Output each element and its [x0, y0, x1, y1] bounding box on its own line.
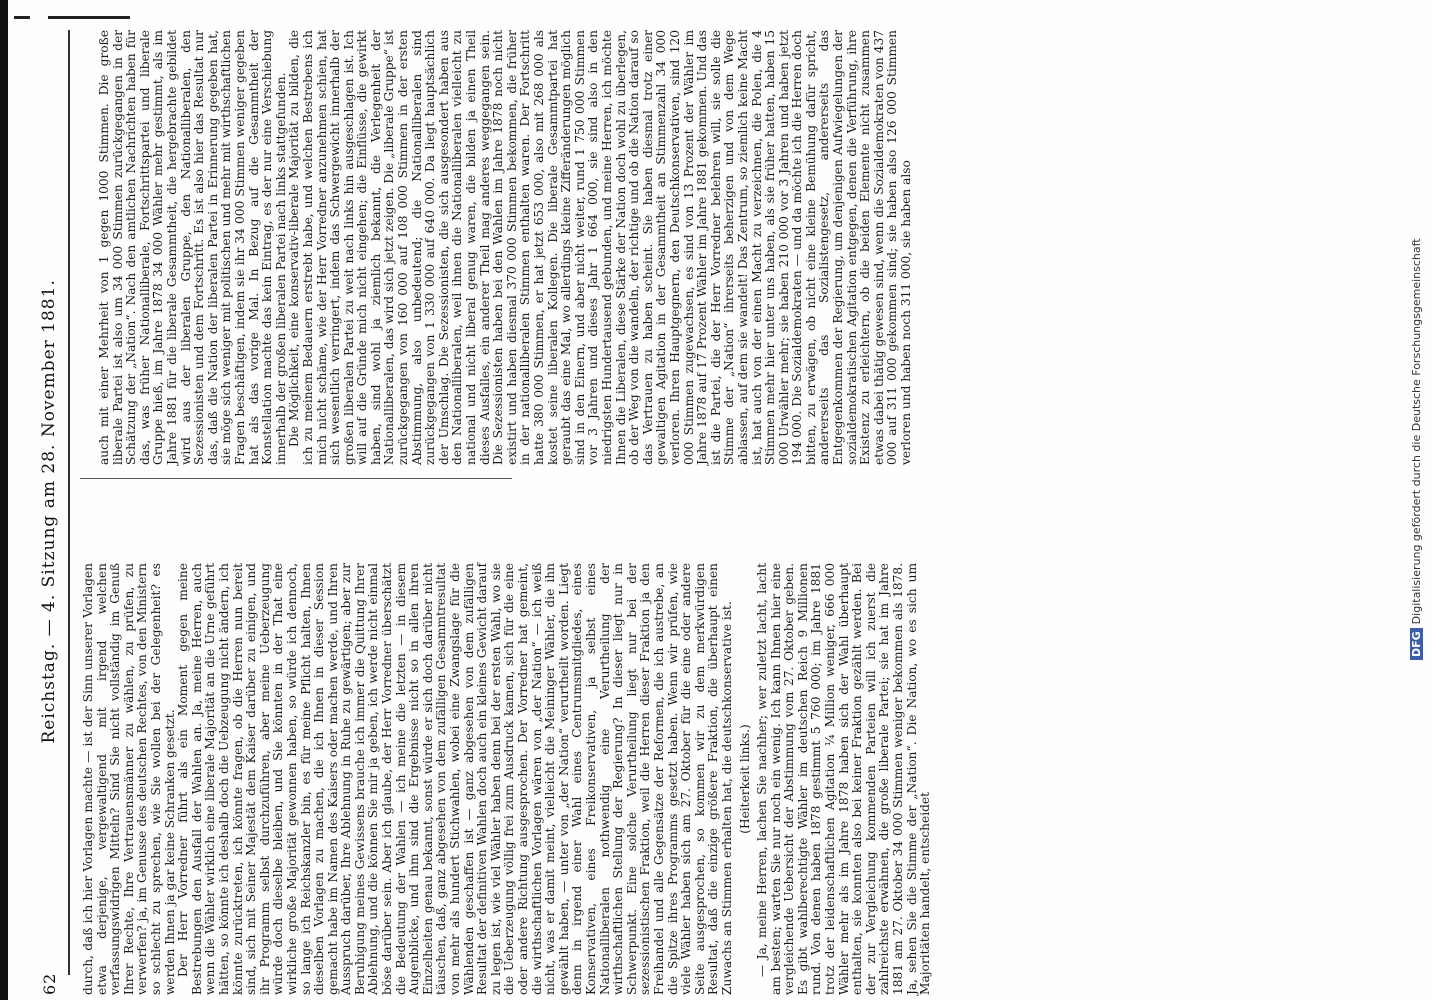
scan-border-left — [0, 0, 8, 1000]
page-number: 62 — [39, 972, 59, 995]
column-divider — [80, 478, 512, 479]
scan-dash-top-1 — [14, 16, 30, 19]
interjection: (Heiterkeit links.) — [737, 724, 752, 834]
paragraph: Der Herr Vorredner führt als ein Moment gegen meine Bestrebungen den Ausfall der Wahlen an. Ja, meine Herren, auch wenn die Wähler wirklich eine liberale Majorität an die Urne geführt hätten, so könnte ich deshalb doch die Uebzeugung nicht ändern, ich könnte zurücktreten, ich könnte fragen, ob die Herren nun bereit sind, sich mit Seiner Majestät dem Kaiser darüber zu einigen, und ihr Programm selbst durchzuführen, aber meine Ueberzeugung würde doch dieselbe bleiben, und Sie könnten in der That eine wirkliche große Majorität gewonnen haben, so würde ich dennoch, so lange ich Reichskanzler bin, es für meine Pflicht halten, Ihnen dieselben Vorlagen zu machen, die ich Ihnen in dieser Session gemacht habe im Namen des Kaisers oder machen werde, und Ihren Ausspruch darüber, Ihre Ablehnung in Ruhe zu gewärtigen; aber zur Beruhigung meines Gewissens brauche ich immer die Quittung Ihrer Ablehnung, und die können Sie mir ja geben, ich werde nicht einmal böse darüber sein. Aber ich glaube, der Herr Vorredner überschätzt die Bedeutung der Wahlen — ich meine die letzten — in diesem Augenblicke, und ihm sind die Ergebnisse nicht so in allen ihren Einzelheiten genau bekannt, sonst würde er sich doch darüber nicht täuschen, daß, ganz abgesehen von dem zufälligen Gesammtresultat von mehr als hundert Stichwahlen, wobei eine Zwangslage für die Wählenden geschaffen ist — ganz abgesehen von dem zufälligen Resultat der definitiven Wahlen doch auch ein kleines Gewicht darauf zu legen ist, wie viel Wähler haben denn bei der ersten Wahl, wo sie die Ueberzeugung völlig frei zum Ausdruck kamen, sich für die eine oder andere Richtung ausgesprochen. Der Vorredner hat gemeint, die wirthschaftlichen Vorlagen wären von „der Nation“ — ich weiß nicht, was er damit meint, vielleicht die Meininger Wähler, die ihn gewählt haben, — unter von „der Nation“ verurtheilt worden. Liegt denn in irgend einer Wahl eines Centrumsmitgliedes, eines Konservativen, eines Freikonservativen, ja selbst eines Nationalliberalen nothwendig eine Verurtheilung der wirthschaftlichen Stellung der Regierung? In dieser liegt nur in Schwerpunkt. Eine solche Verurtheilung liegt nur bei der sezessionistischen Fraktion, weil die Herren dieser Fraktion ja den Freihandel und alle Gegensätze der Reformen, die ich austrebe, an die Spitze ihres Programms gesetzt haben. Wenn wir prüfen, wie viele Wähler haben sich am 27. Oktober für die eine oder andere Seite ausgesprochen, so kommen wir zu dem merkwürdigen Resultat, daß die einzige größere Fraktion, die überhaupt einen Zuwachs an Stimmen erhalten hat, die deutschkonservative ist. — [176, 563, 734, 995]
text-column-left — [81, 563, 933, 995]
dfg-logo: DFG — [1410, 628, 1423, 660]
running-head — [34, 10, 64, 995]
paragraph: Die Möglichkeit, eine konservativ-liberale Majorität zu bilden, die ich zu meinem Bedauern erstrebt habe, und welchen Bestrebens ich mich nicht schäme, wie der Herr Vorredner anzunehmen schien, hat sich wesentlich verringert, indem das Schwergewicht innerhalb der großen liberalen Partei zu weit nach links hin ausgeschlagen ist. Ich will auf die Gründe mich nicht eingehen; die Einflüsse, die gewirkt haben, sind wohl ja ziemlich bekannt, die Verlegenheit der Nationalliberalen, das wird sich jetzt zeigen. Die „liberale Gruppe“ ist zurückgegangen von 160 000 auf 108 000 Stimmen in der ersten Abstimmung, also unbedeutend; die Nationalliberalen sind zurückgegangen von 1 330 000 auf 640 000. Da liegt hauptsächlich der Umschlag. Die Sezessionisten, die sich ausgesondert haben aus den Nationalliberalen, weil ihnen die Nationalliberalen vielleicht zu national und nicht liberal genug waren, die bilden ja einen Theil dieses Ausfalles, ein anderer Theil mag anderes weggegangen sein. Die Sezessionisten haben bei den Wahlen im Jahre 1878 noch nicht existirt und haben diesmal 370 000 Stimmen bekommen, die früher in der nationalliberalen Stimmen enthalten waren. Der Fortschritt hatte 380 000 Stimmen, er hat jetzt 653 000, also mit 268 000 als kostet seine liberalen Kollegen. Die liberale Gesammtpartei hat geraubt das eine Mal, wo allerdings kleine Zifferänderungen möglich sind in den Einern, und aber nicht weiter, rund 1 750 000 Stimmen vor 3 Jahren und dieses Jahr 1 664 000, sie sind also in den niedrigsten Hundertausend gebunden, und meine Herren, ich möchte Ihnen die Liberalen, diese Stärke der Nation doch wohl zu überlegen, ob der Weg von die wandeln, der richtige und ob die Nation darauf so das Vertrauen zu haben scheint. Sie haben diesmal trotz einer gewaltigen Agitation in der Gesammtheit an Stimmenzahl 34 000 verloren. Ihren Hauptgegnern, den Deutschkonservativen, sind 120 000 Stimmen zugewachsen, es sind von 13 Prozent der Wähler im Jahre 1878 auf 17 Prozent Wähler im Jahre 1881 gekommen. Und das ist die Partei, die der Herr Vorredner belehren will, sie solle die Stimme der „Nation“ ihrerseits beherzigen und von dem Wege ablassen, auf dem sie wandelt! Das Zentrum, so ziemlich keine Macht ist, hat auch von der einen Macht zu verzeichnen, die Polen, die 4 Stimmen mehr hier unter uns haben, als sie früher hatten, haben 15 000 Urwähler mehr; sie haben 210 000 vor 3 Jahren und haben jetzt 194 000. Die Sozialdemokraten — und da möchte ich die Herren doch bitten, zu erwägen, ob nicht eine kleine Bemühung dafür spricht, andererseits das Sozialistengesetz, andererseits das Entgegenkommen der Regierung, um denjenigen Aufwiegelungen der sozialdemokratischen Agitation entgegen, denen die Verführung, ihre Existenz zu erleichtern, ob die beiden Elemente nicht zusammen etwas dabei thätig gewesen sind, wenn die Sozialdemokraten von 437 000 auf 311 000 gekommen sind; sie haben also 126 000 Stimmen verloren und haben noch 311 000, sie haben also — [287, 30, 914, 465]
text-column-right — [97, 30, 914, 465]
header-rule — [68, 30, 70, 975]
paragraph: auch mit einer Mehrheit von 1 gegen 1000 Stimmen. Die große liberale Partei ist also um 34 000 Stimmen zurückgegangen in der Schätzung der „Nation“. Nach den amtlichen Nachrichten haben für das, was früher Nationalliberale, Fortschrittspartei und liberale Gruppe hieß, im Jahre 1878 34 000 Wähler mehr gestimmt, als im Jahre 1881 für die liberale Gesammtheit, die hergebrachte gebildet wird aus der liberalen Gruppe, den Nationalliberalen, den Sezessionisten und dem Fortschritt. Es ist also hier das Resultat nur das, daß die Nation der liberalen Partei in Erinnerung gegeben hat, sie möge sich weniger mit politischen und mehr mit wirthschaftlichen Fragen beschäftigen, indem sie ihr 34 000 Stimmen weniger gegeben hat als das vorige Mal. In Bezug auf die Gesammtheit der Konstellation machte das kein Eintrag, es der nur eine Verschiebung innerhalb der großen liberalen Partei nach links stattgefunden. — [97, 30, 288, 465]
dfg-funding-note — [1410, 238, 1423, 660]
dfg-text: Digitalisierung gefördert durch die Deutsche Forschungsgemeinschaft — [1410, 238, 1423, 625]
running-title: Reichstag. — 4. Sitzung am 28. November 1881. — [39, 279, 59, 744]
paragraph: — Ja, meine Herren, lachen Sie nachher; wer zuletzt lacht, lacht am besten; warten Sie nur noch ein wenig. Ich kann Ihnen hier eine vergleichende Uebersicht der Abstimmung vom 27. Oktober geben. Es gibt wahlberechtigte Wähler im deutschen Reich 9 Millionen rund. Von denen haben 1878 gestimmt 5 760 000; im Jahre 1881 trotz der leidenschaftlichen Agitation ¼ Million weniger, 666 000 Wähler mehr als im Jahre 1878 haben sich der Wahl überhaupt enthalten, sie konnten also bei keiner Fraktion gezählt werden. Bei der zur Vergleichung kommenden Parteien will ich zuerst die zahlreichste erwähnen, die große liberale Partei; sie hat im Jahre 1881 am 27. Oktober 34 000 Stimmen weniger bekommen als 1878. Ja, sehen Sie die Stimme der „Nation“. Die Nation, wo es sich um Majoritäten handelt, entscheidet — [755, 563, 933, 995]
paragraph: durch, daß ich hier Vorlagen machte — ist der Sinn unserer Vorlagen etwa derjenige, vergewaltigend mit irgend welchen verfassungswidrigen Mitteln? Sind Sie nicht vollständig im Genuß Ihrer Rechte, Ihre Vertrauensmänner zu wählen, zu prüfen, zu verwerfen? ja, im Genusse des deutschen Rechtes, von den Ministern so schlecht zu sprechen, wie Sie wollen bei der Gelegenheit? es werden Ihnen ja gar keine Schranken gesetzt. — [81, 563, 177, 995]
